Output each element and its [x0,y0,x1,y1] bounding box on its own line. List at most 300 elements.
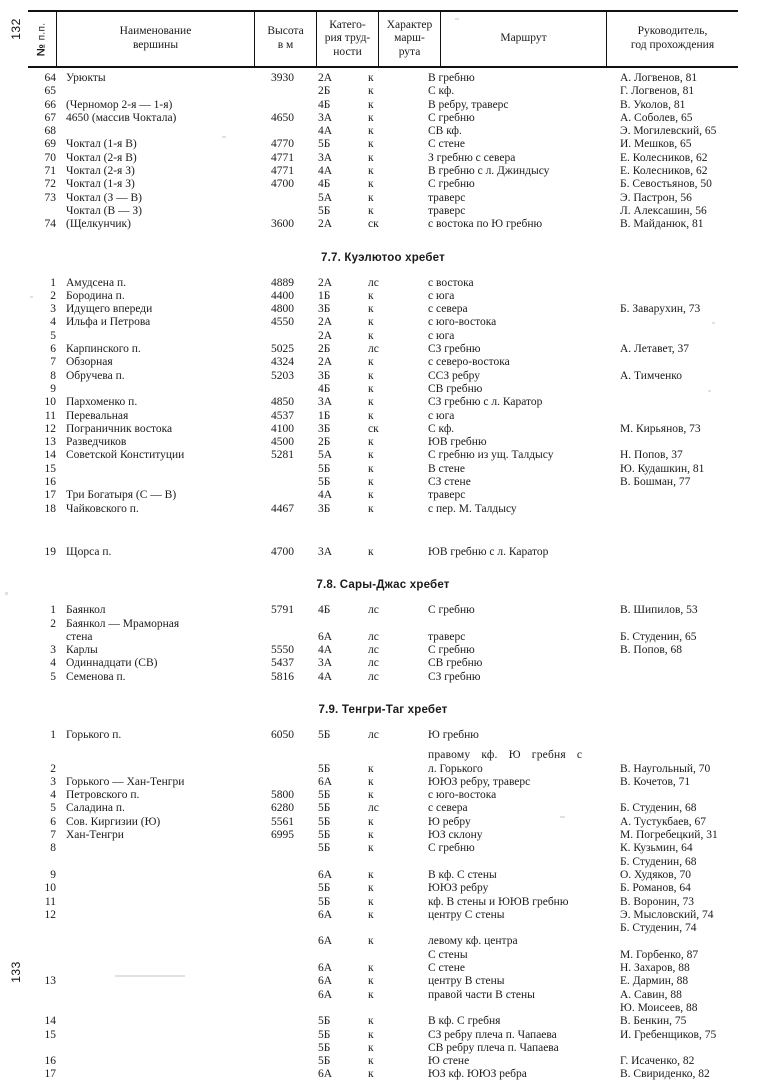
row-leader: В. Шипилов, 53 [620,604,698,617]
row-difficulty-category: 2Б [318,343,331,356]
table-row [28,370,738,383]
row-peak-name: Амудсена п. [66,276,126,289]
column-header-character [378,12,440,66]
row-route-character: к [368,545,374,558]
row-gap [28,742,738,749]
row-route-character: к [368,436,374,449]
row-altitude: 4850 [271,396,294,409]
table-row [28,489,738,502]
row-leader: М. Погребецкий, 31 [620,829,718,842]
row-difficulty-category: 6А [318,975,333,988]
row-number: 4 [50,316,56,329]
row-route-character: лс [368,657,379,670]
row-peak-name: Бородина п. [66,289,125,302]
table-row [28,618,738,631]
row-route: С гребню [428,178,475,191]
section-title: 7.8. Сары-Джас хребет [316,579,450,592]
row-peak-name: Семенова п. [66,670,126,683]
column-header-peak-name-l2: вершины [132,39,179,51]
row-leader: Б. Студенин, 68 [620,855,697,868]
row-difficulty-category: 5Б [318,204,331,217]
row-difficulty-category: 3А [318,111,333,124]
row-altitude: 5203 [271,369,294,382]
row-difficulty-category: 6А [318,908,333,921]
column-header-leader-l1: Руководитель, [637,25,708,38]
row-peak-name: Карлы [66,644,98,657]
table-row [28,356,738,369]
column-header-number-sub: п.п. [36,22,48,40]
row-difficulty-category: 6А [318,1068,333,1081]
table-row [28,975,738,988]
row-peak-name: Чоктал (2-я В) [66,151,137,164]
row-peak-name: Обзорная [66,356,113,369]
row-peak-name: Одиннадцати (СВ) [66,657,158,670]
table-row [28,165,738,178]
row-route-character: к [368,762,374,775]
row-leader: Ю. Кудашкин, 81 [620,462,705,475]
row-leader: В. Бенкин, 75 [620,1015,687,1028]
row-difficulty-category: 4Б [318,382,331,395]
row-difficulty-category: 5А [318,449,333,462]
row-leader: Б. Романов, 64 [620,882,691,895]
row-route: Ю гребню [428,728,479,741]
row-route: СЗ гребню с л. Каратор [428,396,543,409]
row-route: левому кф. центра [428,935,518,948]
row-route-character: к [368,178,374,191]
table-row [28,1002,738,1015]
row-number: 1 [50,604,56,617]
row-peak-name: Три Богатыря (С — В) [66,489,177,502]
row-route: СЗ гребню [428,670,481,683]
row-route: с юга [428,409,455,422]
table-row [28,829,738,842]
row-route-character: к [368,842,374,855]
row-route: правой части В стены [428,988,535,1001]
row-peak-name: Идущего впереди [66,303,153,316]
section-gap [28,684,738,704]
row-route: ЮЗ склону [428,829,483,842]
row-difficulty-category: 4Б [318,98,331,111]
row-route-character: к [368,204,374,217]
row-route-character: лс [368,604,379,617]
row-number: 7 [50,356,56,369]
row-difficulty-category: 2А [318,218,333,231]
row-difficulty-category: 6А [318,868,333,881]
table-row [28,436,738,449]
row-route-character: к [368,449,374,462]
table-row [28,1068,738,1081]
section-gap [28,232,738,252]
row-number: 5 [50,329,56,342]
row-number: 14 [44,449,56,462]
row-difficulty-category: 3Б [318,502,331,515]
row-number: 10 [44,882,56,895]
row-route: ЮЮЗ ребру, траверс [428,775,531,788]
row-route: с востока [428,276,474,289]
row-leader: В. Майданюк, 81 [620,218,704,231]
column-header-character-l3: рута [398,45,421,58]
row-altitude: 5437 [271,657,294,670]
row-difficulty-category: 2А [318,356,333,369]
column-header-character-l1: Характер [386,18,433,31]
row-difficulty-category: 5Б [318,1055,331,1068]
row-number: 15 [44,462,56,475]
row-leader: Б. Заварухин, 73 [620,303,701,316]
row-route-character: к [368,829,374,842]
row-number: 8 [50,369,56,382]
row-number: 70 [44,151,56,164]
row-route-character: к [368,962,374,975]
row-peak-name: Чайковского п. [66,502,139,515]
row-route-character: к [368,935,374,948]
row-difficulty-category: 3А [318,545,333,558]
row-number: 13 [44,975,56,988]
row-route: С кф. [428,422,455,435]
row-route: с пер. М. Талдысу [428,502,517,515]
column-header-category-l1: Катего- [329,18,366,31]
row-difficulty-category: 3Б [318,369,331,382]
row-route-character: лс [368,802,379,815]
row-number: 71 [44,165,56,178]
table-row [28,316,738,329]
row-route-character: к [368,868,374,881]
row-number: 19 [44,545,56,558]
row-route: С стены [428,948,468,961]
row-route: В ребру, траверс [428,98,509,111]
row-leader: Б. Студенин, 74 [620,922,697,935]
row-difficulty-category: 4А [318,644,333,657]
row-leader: К. Кузьмин, 64 [620,842,693,855]
row-route: В стене [428,462,466,475]
row-route-character: лс [368,644,379,657]
row-difficulty-category: 5Б [318,789,331,802]
row-leader: В. Свириденко, 82 [620,1068,710,1081]
row-route: С гребню [428,111,475,124]
row-route-character: к [368,72,374,84]
row-number: 16 [44,476,56,489]
row-number: 13 [44,436,56,449]
row-route: С кф. [428,85,455,98]
row-altitude: 5281 [271,449,294,462]
row-route: кф. В стены и ЮЮВ гребню [428,895,569,908]
row-route: С гребню [428,644,475,657]
row-route: л. Горького [428,762,483,775]
row-leader: В. Воронин, 73 [620,895,695,908]
row-route: с востока по Ю гребню [428,218,543,231]
row-leader: Г. Логвенов, 81 [620,85,695,98]
row-number: 12 [44,422,56,435]
row-route-character: к [368,98,374,111]
row-number: 7 [50,829,56,842]
row-route-character: к [368,303,374,316]
row-altitude: 4324 [271,356,294,369]
row-route: ССЗ ребру [428,369,481,382]
row-altitude: 4889 [271,276,294,289]
row-number: 65 [44,85,56,98]
row-peak-name: Хан-Тенгри [66,829,124,842]
row-difficulty-category: 4Б [318,604,331,617]
row-number: 6 [50,343,56,356]
row-leader: И. Мешков, 65 [620,138,692,151]
row-leader: В. Наугольный, 70 [620,762,711,775]
row-number: 66 [44,98,56,111]
section-title: 7.7. Куэлютоо хребет [321,251,445,264]
row-number: 5 [50,802,56,815]
row-route-character: к [368,1028,374,1041]
row-difficulty-category: 5Б [318,882,331,895]
row-route: Ю стене [428,1055,470,1068]
row-number: 8 [50,842,56,855]
row-leader: В. Попов, 68 [620,644,683,657]
row-leader: В. Бошман, 77 [620,476,691,489]
row-peak-name: стена [66,630,93,643]
row-route: центру В стены [428,975,505,988]
row-number: 73 [44,191,56,204]
table-row [28,503,738,516]
table-row [28,290,738,303]
row-route-character: к [368,1068,374,1081]
row-route-character: к [368,165,374,178]
row-leader: А. Савин, 88 [620,988,682,1001]
table-row [28,72,738,85]
row-leader: М. Горбенко, 87 [620,948,699,961]
row-route: траверс [428,489,466,502]
row-peak-name: Карпинского п. [66,343,141,356]
row-route-character: ск [368,422,379,435]
row-altitude: 6995 [271,829,294,842]
table-row [28,763,738,776]
table-row [28,112,738,125]
row-route-character: к [368,409,374,422]
scan-speckle [5,592,8,595]
row-leader: М. Кирьянов, 73 [620,422,701,435]
row-number: 17 [44,489,56,502]
row-leader: Г. Исаченко, 82 [620,1055,695,1068]
row-peak-name: Чоктал (2-я З) [66,165,135,178]
row-altitude: 5025 [271,343,294,356]
row-route: СЗ гребню [428,343,481,356]
table-row [28,205,738,218]
table-row [28,476,738,489]
row-difficulty-category: 5Б [318,802,331,815]
row-altitude: 5550 [271,644,294,657]
table-row [28,99,738,112]
row-altitude: 4400 [271,289,294,302]
row-difficulty-category: 5Б [318,1028,331,1041]
table-row [28,178,738,191]
row-number: 1 [50,276,56,289]
table-row [28,218,738,231]
row-route: С гребню [428,604,475,617]
row-number: 10 [44,396,56,409]
row-route-character: к [368,476,374,489]
row-route: С стене [428,962,466,975]
row-route: В гребню с л. Джиндысу [428,165,550,178]
row-route-character: к [368,316,374,329]
row-leader: В. Кочетов, 71 [620,775,691,788]
table-row [28,729,738,742]
row-peak-name: Разведчиков [66,436,127,449]
table-row [28,152,738,165]
row-difficulty-category: 3А [318,396,333,409]
row-peak-name: Советской Конституции [66,449,185,462]
row-number: 14 [44,1015,56,1028]
row-leader: Е. Колесников, 62 [620,151,708,164]
table-header [28,10,738,68]
row-difficulty-category: 3Б [318,303,331,316]
table-row [28,423,738,436]
row-peak-name: (Щелкунчик) [66,218,131,231]
table-row [28,802,738,815]
row-route-character: лс [368,343,379,356]
section-gap [28,559,738,579]
row-peak-name: 4650 (массив Чоктала) [66,111,177,124]
row-route-character: к [368,908,374,921]
row-difficulty-category: 5Б [318,829,331,842]
row-route: В кф. С стены [428,868,497,881]
row-difficulty-category: 1Б [318,289,331,302]
table-row [28,396,738,409]
row-altitude: 4700 [271,178,294,191]
row-route: СВ ребру плеча п. Чапаева [428,1041,559,1054]
table-row [28,657,738,670]
row-leader: Е. Колесников, 62 [620,165,708,178]
row-leader: Э. Мысловский, 74 [620,908,714,921]
row-peak-name: (Черномор 2-я — 1-я) [66,98,173,111]
row-peak-name: Пограничник востока [66,422,173,435]
row-route: В кф. С гребня [428,1015,501,1028]
row-peak-name: Перевальная [66,409,129,422]
row-leader: В. Уколов, 81 [620,98,686,111]
row-route-character: к [368,382,374,395]
row-altitude: 4771 [271,151,294,164]
row-number: 72 [44,178,56,191]
row-route: СЗ стене [428,476,471,489]
row-route: траверс [428,630,466,643]
row-difficulty-category: 3Б [318,422,331,435]
table-row [28,869,738,882]
row-leader: Н. Захаров, 88 [620,962,690,975]
column-header-altitude [254,12,316,66]
column-header-leader [606,12,738,66]
row-route-character: лс [368,728,379,741]
section-title-gap [28,716,738,729]
row-difficulty-category: 2А [318,316,333,329]
row-difficulty-category: 6А [318,935,333,948]
row-altitude: 4500 [271,436,294,449]
row-difficulty-category: 2А [318,329,333,342]
table-row [28,85,738,98]
table-row [28,277,738,290]
row-peak-name: Урюкты [66,72,106,84]
row-difficulty-category: 5Б [318,476,331,489]
row-altitude: 5800 [271,789,294,802]
row-difficulty-category: 5Б [318,728,331,741]
row-peak-name: Ильфа и Петрова [66,316,151,329]
row-route: В гребню [428,72,475,84]
row-route-character: к [368,988,374,1001]
row-route: ЮЮЗ ребру [428,882,489,895]
section-title-gap [28,264,738,277]
row-route: ЮЗ кф. ЮЮЗ ребра [428,1068,527,1081]
row-difficulty-category: 6А [318,962,333,975]
table-row [28,330,738,343]
row-route-character: лс [368,630,379,643]
table-row [28,631,738,644]
row-route: С стене [428,138,466,151]
row-difficulty-category: 4А [318,670,333,683]
row-peak-name: Чоктал (З — В) [66,191,142,204]
folio-number-top: 132 [9,18,23,40]
row-peak-name: Щорса п. [66,545,112,558]
row-altitude: 4100 [271,422,294,435]
table-row [28,192,738,205]
table-row [28,776,738,789]
row-altitude: 4467 [271,502,294,515]
row-number: 6 [50,815,56,828]
row-altitude: 5561 [271,815,294,828]
row-peak-name: Сов. Киргизии (Ю) [66,815,161,828]
table-body [28,72,738,1082]
row-route: с юго-востока [428,316,497,329]
row-route: Ю ребру [428,815,471,828]
row-route-character: к [368,356,374,369]
row-difficulty-category: 5Б [318,138,331,151]
row-number: 2 [50,617,56,630]
row-route-character: к [368,191,374,204]
row-number: 9 [50,868,56,881]
row-route: С гребню из ущ. Талдысу [428,449,554,462]
row-difficulty-category: 2А [318,72,333,84]
row-leader: Б. Севостьянов, 50 [620,178,712,191]
row-route: с юга [428,329,455,342]
row-difficulty-category: 3А [318,657,333,670]
folio-number-bottom: 133 [9,961,23,983]
row-peak-name: Чоктал (1-я В) [66,138,137,151]
row-number: 3 [50,644,56,657]
row-route: СВ гребню [428,657,483,670]
table-row [28,935,738,948]
row-leader: А. Летавет, 37 [620,343,690,356]
row-route-character: к [368,1015,374,1028]
row-route-character: к [368,895,374,908]
row-number: 12 [44,908,56,921]
row-leader: А. Логвенов, 81 [620,72,698,84]
table-row [28,949,738,962]
row-leader: И. Гребенщиков, 75 [620,1028,717,1041]
row-difficulty-category: 6А [318,630,333,643]
row-leader: Ю. Моисеев, 88 [620,1001,698,1014]
row-difficulty-category: 2Б [318,436,331,449]
row-difficulty-category: 4А [318,125,333,138]
table-row [28,922,738,935]
row-route-character: к [368,1055,374,1068]
row-route-character: к [368,151,374,164]
row-leader: Н. Попов, 37 [620,449,683,462]
row-peak-name: Чоктал (В — З) [66,204,142,217]
row-route: центру С стены [428,908,505,921]
table-row [28,842,738,855]
row-number: 68 [44,125,56,138]
row-difficulty-category: 1Б [318,409,331,422]
table-row [28,463,738,476]
table-row [28,1015,738,1028]
row-route-character: к [368,85,374,98]
row-number: 69 [44,138,56,151]
row-route: С гребню [428,842,475,855]
row-route-character: к [368,882,374,895]
row-route: траверс [428,191,466,204]
